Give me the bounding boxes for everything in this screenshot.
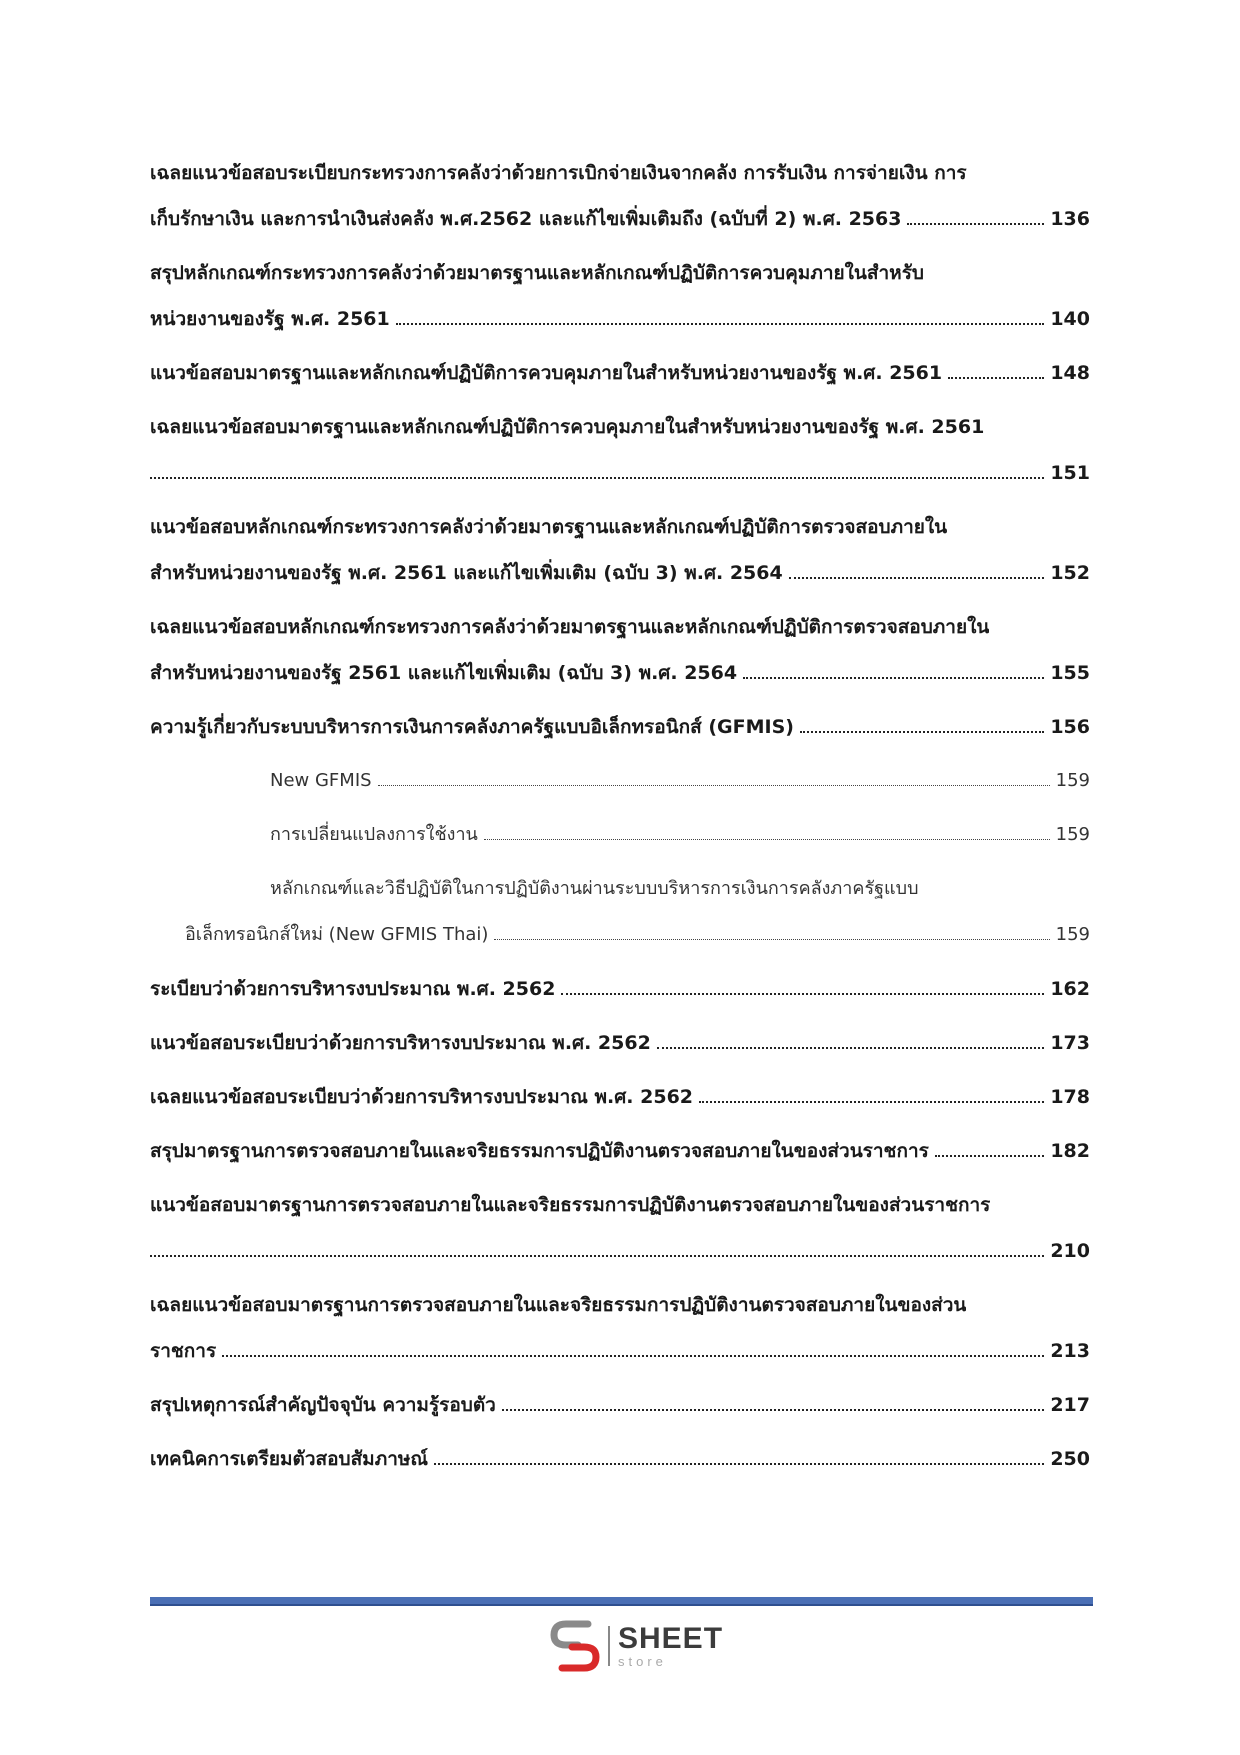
- toc-entry-title: ราชการ: [150, 1340, 217, 1362]
- toc-entry[interactable]: [150, 404, 1090, 496]
- logo-separator: [608, 1626, 610, 1666]
- toc-page-number: 178: [1050, 1086, 1090, 1108]
- logo-word: SHEET: [618, 1622, 724, 1655]
- toc-entry-title: สำหรับหน่วยงานของรัฐ พ.ศ. 2561 และแก้ไขเพิ่มเติม (ฉบับ 3) พ.ศ. 2564: [150, 562, 783, 584]
- toc-entry-title: แนวข้อสอบหลักเกณฑ์กระทรวงการคลังว่าด้วยมาตรฐานและหลักเกณฑ์ปฏิบัติการตรวจสอบภายใน: [150, 516, 948, 538]
- toc-page-number: 159: [1055, 824, 1090, 845]
- toc-leader-dots: [150, 477, 1044, 479]
- toc-leader-dots: [657, 1047, 1045, 1049]
- toc-leader-dots: [789, 577, 1045, 579]
- toc-entry[interactable]: [150, 504, 1090, 596]
- toc-entry-title: เฉลยแนวข้อสอบหลักเกณฑ์กระทรวงการคลังว่าด้วยมาตรฐานและหลักเกณฑ์ปฏิบัติการตรวจสอบภายใน: [150, 616, 990, 638]
- toc-entry[interactable]: [150, 1020, 1090, 1066]
- toc-leader-dots: [434, 1463, 1044, 1465]
- toc-page-number: 151: [1050, 462, 1090, 484]
- toc-leader-dots: [948, 377, 1044, 379]
- toc-entry-title: สรุปเหตุการณ์สำคัญปัจจุบัน ความรู้รอบตัว: [150, 1394, 496, 1416]
- footer-rule: [150, 1597, 1093, 1606]
- toc-page-number: 210: [1050, 1240, 1090, 1262]
- toc-page-number: 159: [1055, 924, 1090, 945]
- toc-entry[interactable]: [150, 1436, 1090, 1482]
- toc-entry-title: เก็บรักษาเงิน และการนำเงินส่งคลัง พ.ศ.2562 และแก้ไขเพิ่มเติมถึง (ฉบับที่ 2) พ.ศ. 2563: [150, 208, 902, 230]
- toc-entry[interactable]: [150, 704, 1090, 750]
- toc-page-number: 152: [1050, 562, 1090, 584]
- toc-entry-title: เฉลยแนวข้อสอบมาตรฐานการตรวจสอบภายในและจริยธรรมการปฏิบัติงานตรวจสอบภายในของส่วน: [150, 1294, 967, 1316]
- toc-page-number: 162: [1050, 978, 1090, 1000]
- toc-page-number: 213: [1050, 1340, 1090, 1362]
- toc-entry-title: หลักเกณฑ์และวิธีปฏิบัติในการปฏิบัติงานผ่านระบบบริหารการเงินการคลังภาครัฐแบบ: [270, 878, 919, 899]
- toc-leader-dots: [150, 1255, 1044, 1257]
- toc-page-number: 250: [1050, 1448, 1090, 1470]
- toc-entry[interactable]: [150, 1128, 1090, 1174]
- sheet-store-logo-icon: [548, 1618, 602, 1674]
- toc-entry-title: New GFMIS: [270, 770, 372, 791]
- toc-entry-title: ระเบียบว่าด้วยการบริหารงบประมาณ พ.ศ. 2562: [150, 978, 556, 1000]
- toc-page-number: 155: [1050, 662, 1090, 684]
- toc-leader-dots: [222, 1355, 1044, 1357]
- toc-entry-title: เทคนิคการเตรียมตัวสอบสัมภาษณ์: [150, 1448, 429, 1470]
- toc-entry-title: แนวข้อสอบระเบียบว่าด้วยการบริหารงบประมาณ พ.ศ. 2562: [150, 1032, 651, 1054]
- toc-leader-dots: [502, 1409, 1044, 1411]
- table-of-contents: [150, 150, 1090, 1490]
- toc-entry[interactable]: [150, 966, 1090, 1012]
- toc-entry-title: สรุปหลักเกณฑ์กระทรวงการคลังว่าด้วยมาตรฐานและหลักเกณฑ์ปฏิบัติการควบคุมภายในสำหรับ: [150, 262, 924, 284]
- toc-page-number: 156: [1050, 716, 1090, 738]
- toc-entry-title: สำหรับหน่วยงานของรัฐ 2561 และแก้ไขเพิ่มเติม (ฉบับ 3) พ.ศ. 2564: [150, 662, 738, 684]
- toc-leader-dots: [800, 731, 1044, 733]
- toc-page-number: 217: [1050, 1394, 1090, 1416]
- toc-entry[interactable]: [150, 150, 1090, 242]
- toc-entry-title: เฉลยแนวข้อสอบมาตรฐานและหลักเกณฑ์ปฏิบัติการควบคุมภายในสำหรับหน่วยงานของรัฐ พ.ศ. 2561: [150, 416, 985, 438]
- toc-page-number: 182: [1050, 1140, 1090, 1162]
- toc-page-number: 159: [1055, 770, 1090, 791]
- toc-entry-title: หน่วยงานของรัฐ พ.ศ. 2561: [150, 308, 390, 330]
- toc-leader-dots: [561, 993, 1044, 995]
- toc-leader-dots: [494, 939, 1049, 940]
- toc-entry[interactable]: [150, 866, 1090, 958]
- logo-text: [618, 1624, 723, 1668]
- toc-entry-title: แนวข้อสอบมาตรฐานและหลักเกณฑ์ปฏิบัติการควบคุมภายในสำหรับหน่วยงานของรัฐ พ.ศ. 2561: [150, 362, 943, 384]
- toc-page-number: 136: [1050, 208, 1090, 230]
- toc-entry[interactable]: [150, 1074, 1090, 1120]
- toc-entry-title: สรุปมาตรฐานการตรวจสอบภายในและจริยธรรมการปฏิบัติงานตรวจสอบภายในของส่วนราชการ: [150, 1140, 929, 1162]
- toc-page-number: 140: [1050, 308, 1090, 330]
- toc-entry-title: เฉลยแนวข้อสอบระเบียบกระทรวงการคลังว่าด้วยการเบิกจ่ายเงินจากคลัง การรับเงิน การจ่ายเงิน การ: [150, 162, 967, 184]
- sheet-store-logo: [548, 1618, 723, 1674]
- toc-leader-dots: [907, 223, 1044, 225]
- toc-entry[interactable]: [150, 758, 1090, 804]
- toc-entry[interactable]: [150, 1382, 1090, 1428]
- toc-page-number: 173: [1050, 1032, 1090, 1054]
- toc-entry-title: เฉลยแนวข้อสอบระเบียบว่าด้วยการบริหารงบประมาณ พ.ศ. 2562: [150, 1086, 694, 1108]
- toc-entry-title: อิเล็กทรอนิกส์ใหม่ (New GFMIS Thai): [185, 924, 489, 945]
- toc-entry[interactable]: [150, 350, 1090, 396]
- toc-entry-title: การเปลี่ยนแปลงการใช้งาน: [270, 824, 478, 845]
- toc-leader-dots: [743, 677, 1044, 679]
- toc-leader-dots: [935, 1155, 1044, 1157]
- toc-leader-dots: [396, 323, 1045, 325]
- toc-leader-dots: [699, 1101, 1044, 1103]
- toc-entry[interactable]: [150, 604, 1090, 696]
- toc-entry[interactable]: [150, 812, 1090, 858]
- toc-entry[interactable]: [150, 1182, 1090, 1274]
- toc-entry-title: ความรู้เกี่ยวกับระบบบริหารการเงินการคลังภาครัฐแบบอิเล็กทรอนิกส์ (GFMIS): [150, 716, 794, 738]
- toc-entry[interactable]: [150, 250, 1090, 342]
- toc-entry-title: แนวข้อสอบมาตรฐานการตรวจสอบภายในและจริยธรรมการปฏิบัติงานตรวจสอบภายในของส่วนราชการ: [150, 1194, 991, 1216]
- toc-leader-dots: [484, 839, 1050, 840]
- toc-page-number: 148: [1050, 362, 1090, 384]
- toc-entry[interactable]: [150, 1282, 1090, 1374]
- logo-subword: store: [618, 1654, 667, 1669]
- toc-leader-dots: [378, 785, 1050, 786]
